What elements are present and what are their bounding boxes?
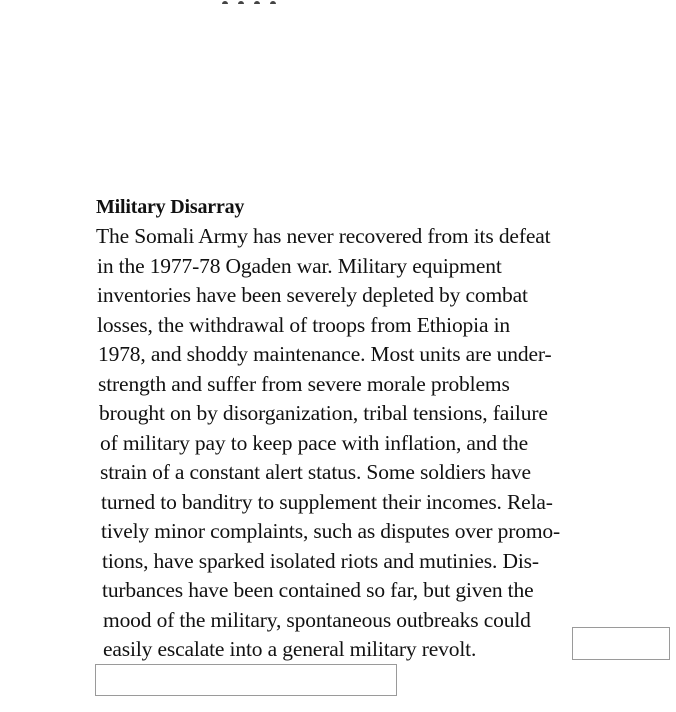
paragraph-line: mood of the military, spontaneous outbreaks could — [103, 607, 531, 632]
paragraph-line: of military pay to keep pace with inflation, and the — [100, 430, 529, 455]
paragraph-line: in the 1977-78 Ogaden war. Military equipment — [97, 253, 502, 278]
paragraph-line: strain of a constant alert status. Some soldiers have — [100, 460, 531, 484]
paragraph-line: easily escalate into a general military revolt. — [103, 637, 477, 661]
redaction-box — [572, 627, 670, 660]
paragraph-line: inventories have been severely depleted by combat — [97, 283, 528, 307]
paragraph-line: losses, the withdrawal of troops from Ethiopia in — [97, 312, 511, 337]
paragraph-line: turbances have been contained so far, but given the — [102, 578, 534, 602]
section-heading: Military Disarray — [96, 196, 245, 218]
article-section — [96, 194, 676, 665]
paragraph — [96, 222, 676, 665]
paragraph-line: tively minor complaints, such as disputes over promo- — [101, 519, 561, 543]
redaction-box — [95, 664, 397, 696]
ink-dot — [270, 1, 276, 4]
ink-dot — [254, 1, 260, 4]
paragraph-line: 1978, and shoddy maintenance. Most units are under- — [98, 342, 552, 366]
ink-dot — [222, 1, 228, 4]
paragraph-line: brought on by disorganization, tribal tensions, failure — [99, 401, 548, 425]
clipped-top-text-fragment — [222, 0, 302, 4]
paragraph-line: turned to banditry to supplement their incomes. Rela- — [101, 489, 553, 514]
paragraph-line: The Somali Army has never recovered from its defeat — [96, 224, 551, 248]
paragraph-line: tions, have sparked isolated riots and mutinies. Dis- — [102, 548, 539, 573]
ink-dot — [238, 1, 244, 4]
paragraph-line: strength and suffer from severe morale problems — [98, 371, 510, 396]
